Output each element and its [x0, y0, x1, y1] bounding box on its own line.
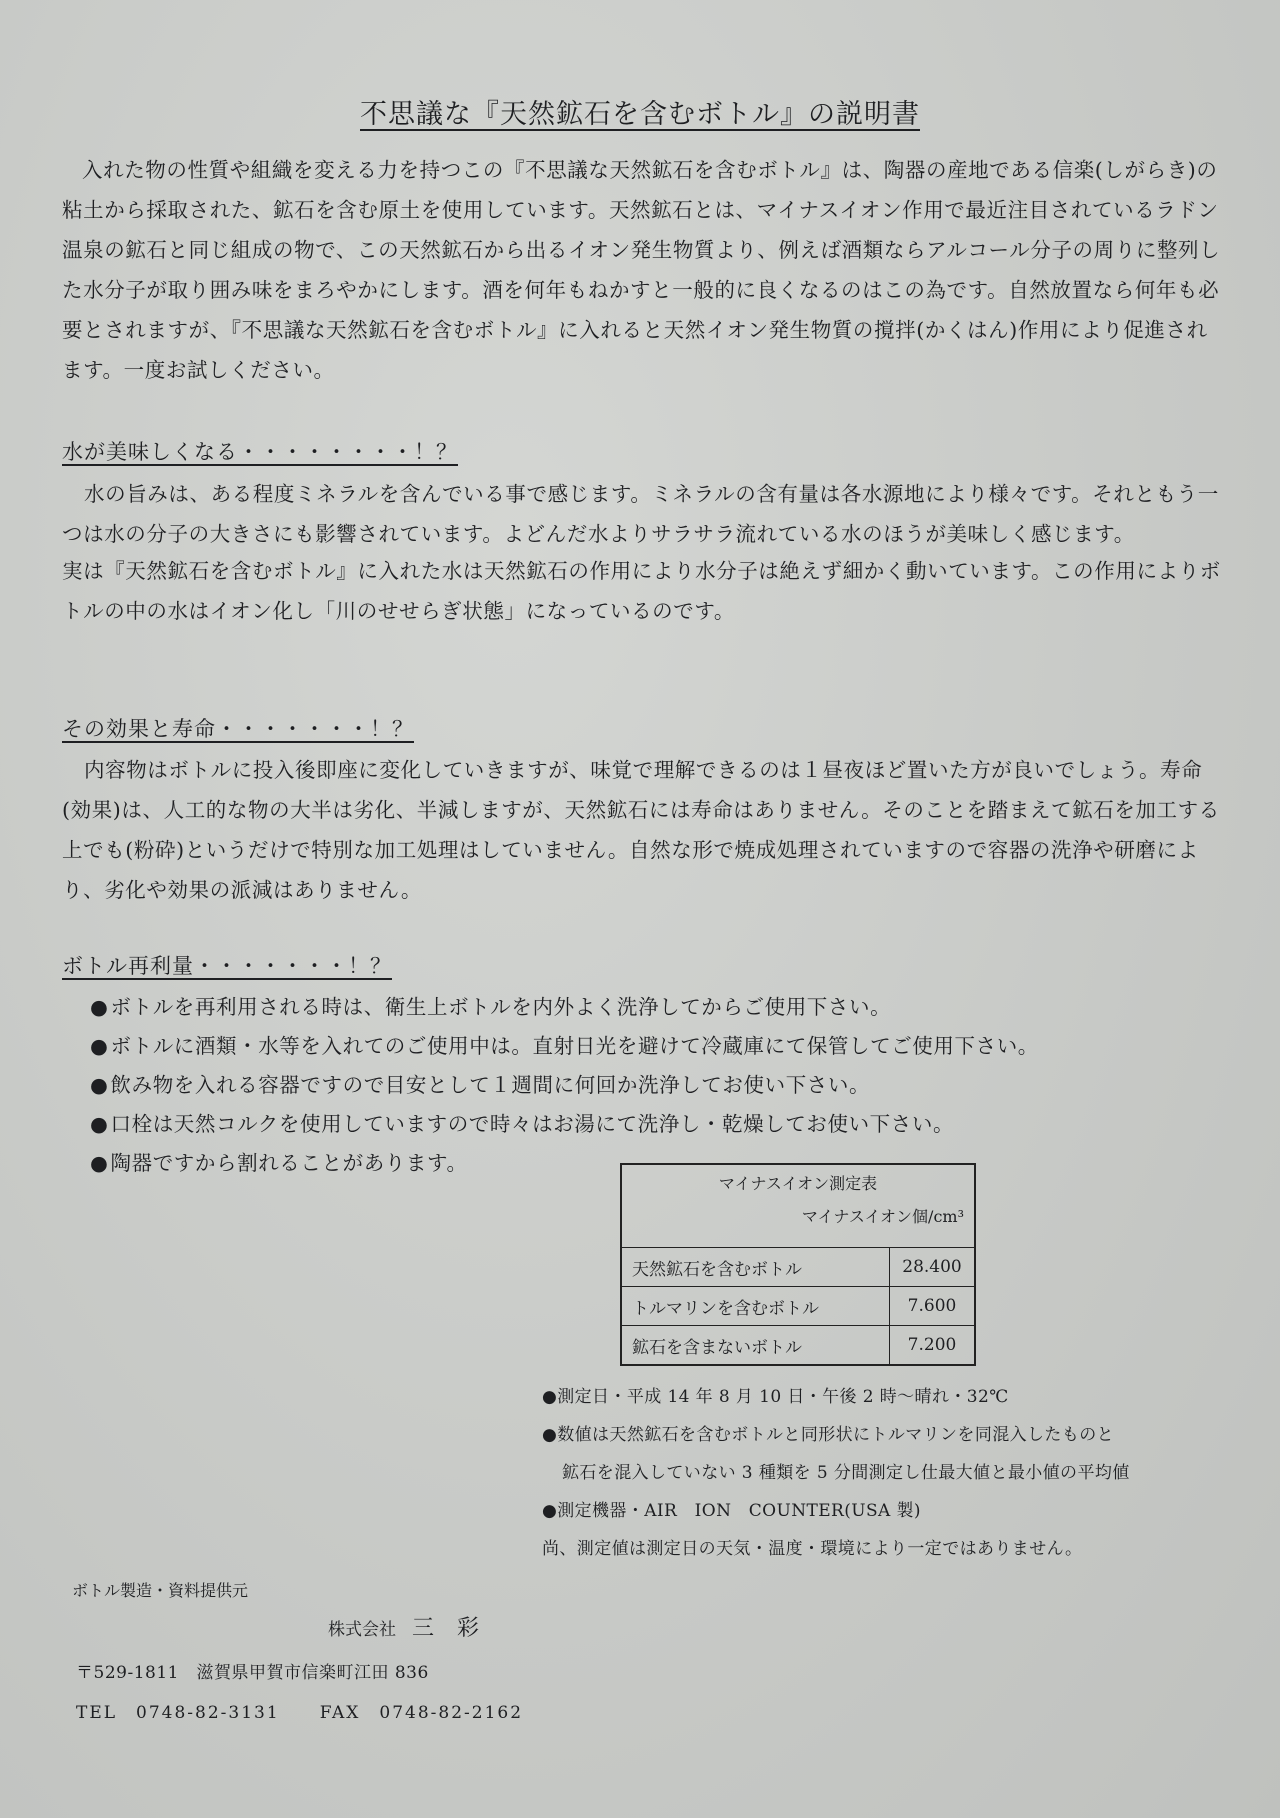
- table-cell-value: 7.200: [890, 1326, 976, 1366]
- company-fax: FAX 0748-82-2162: [319, 1703, 524, 1723]
- note-date: ● 測定日・平成 14 年 8 月 10 日・午後 2 時〜晴れ・32℃: [542, 1378, 1242, 1416]
- water-paragraph-2: 実は『天然鉱石を含むボトル』に入れた水は天然鉱石の作用により水分子は絶えず細かく動いています。この作用によりボトルの中の水はイオン化し「川のせせらぎ状態」になっているのです。: [62, 559, 1221, 623]
- table-unit: マイナスイオン個/cm³: [801, 1207, 964, 1226]
- section-heading-effect: その効果と寿命・・・・・・・！？: [62, 717, 414, 741]
- table-row: [621, 1287, 975, 1326]
- company-name-text: 三 彩: [412, 1616, 487, 1641]
- company-info: [72, 1572, 524, 1723]
- list-item: ● 口栓は天然コルクを使用していますので時々はお湯にて洗浄し・乾燥してお使い下さい。: [90, 1105, 1230, 1144]
- company-name: [328, 1610, 487, 1649]
- list-item: ● ボトルを再利用される時は、衛生上ボトルを内外よく洗浄してからご使用下さい。: [90, 988, 1230, 1027]
- company-prefix: 株式会社: [328, 1620, 396, 1640]
- table-cell-value: 28.400: [890, 1248, 976, 1287]
- note-values-2: 鉱石を混入していない 3 種類を 5 分間測定し仕最大値と最小値の平均値: [562, 1463, 1130, 1483]
- table-cell-label: トルマリンを含むボトル: [621, 1287, 890, 1326]
- list-item: ● ボトルに酒類・水等を入れてのご使用中は。直射日光を避けて冷蔵庫にて保管してご使用下さい。: [90, 1027, 1230, 1066]
- company-label: ボトル製造・資料提供元: [72, 1581, 249, 1600]
- list-item: ● 陶器ですから割れることがあります。: [90, 1144, 1230, 1183]
- section-heading-water: 水が美味しくなる・・・・・・・・！？: [62, 440, 458, 464]
- note-values-1: ● 数値は天然鉱石を含むボトルと同形状にトルマリンを同混入したものと: [542, 1416, 1242, 1454]
- company-phone: [76, 1694, 523, 1732]
- company-address: 〒529-1811 滋賀県甲賀市信楽町江田 836: [76, 1663, 429, 1683]
- measurement-notes: [542, 1378, 1242, 1568]
- table-header-row: [621, 1164, 975, 1248]
- ion-measurement-table: [620, 1163, 976, 1366]
- section-heading-reuse: ボトル再利量・・・・・・・！？: [62, 954, 392, 978]
- table-cell-label: 天然鉱石を含むボトル: [621, 1248, 890, 1287]
- effect-paragraph: 内容物はボトルに投入後即座に変化していきますが、味覚で理解できるのは１昼夜ほど置いた方が良いでしょう。寿命(効果)は、人工的な物の大半は劣化、半減しますが、天然鉱石には寿命はありません。そのことを踏まえて鉱石を加工する上でも(粉砕)というだけで特別な加工処理はしていません。自然な形で焼成処理されていますので容器の洗浄や研磨により、劣化や効果の派減はありません。: [62, 758, 1220, 902]
- table-row: [621, 1248, 975, 1287]
- water-paragraph-1: 水の旨みは、ある程度ミネラルを含んでいる事で感じます。ミネラルの含有量は各水源地により様々です。それともう一つは水の分子の大きさにも影響されています。よどんだ水よりサラサラ流れている水のほうが美味しく感じます。: [62, 482, 1219, 546]
- reuse-bullet-list: [90, 988, 1230, 1183]
- list-item: ● 飲み物を入れる容器ですので目安として１週間に何回か洗浄してお使い下さい。: [90, 1066, 1230, 1105]
- page-title: 不思議な『天然鉱石を含むボトル』の説明書: [360, 99, 920, 130]
- note-device: ● 測定機器・AIR ION COUNTER(USA 製): [542, 1492, 1242, 1530]
- table-title: マイナスイオン測定表: [718, 1174, 878, 1193]
- table-row: [621, 1326, 975, 1366]
- note-disclaimer: 尚、測定値は測定日の天気・温度・環境により一定ではありません。: [542, 1539, 1083, 1559]
- company-tel: TEL 0748-82-3131: [76, 1703, 280, 1723]
- intro-paragraph: 入れた物の性質や組織を変える力を持つこの『不思議な天然鉱石を含むボトル』は、陶器の産地である信楽(しがらき)の粘土から採取された、鉱石を含む原土を使用しています。天然鉱石とは、マイナスイオン作用で最近注目されているラドン温泉の鉱石と同じ組成の物で、この天然鉱石から出るイオン発生物質より、例えば酒類ならアルコール分子の周りに整列した水分子が取り囲み味をまろやかにします。酒を何年もねかすと一般的に良くなるのはこの為です。自然放置なら何年も必要とされますが、『不思議な天然鉱石を含むボトル』に入れると天然イオン発生物質の撹拌(かくはん)作用により促進されます。一度お試しください。: [62, 158, 1221, 382]
- table-cell-value: 7.600: [890, 1287, 976, 1326]
- table-cell-label: 鉱石を含まないボトル: [621, 1326, 890, 1366]
